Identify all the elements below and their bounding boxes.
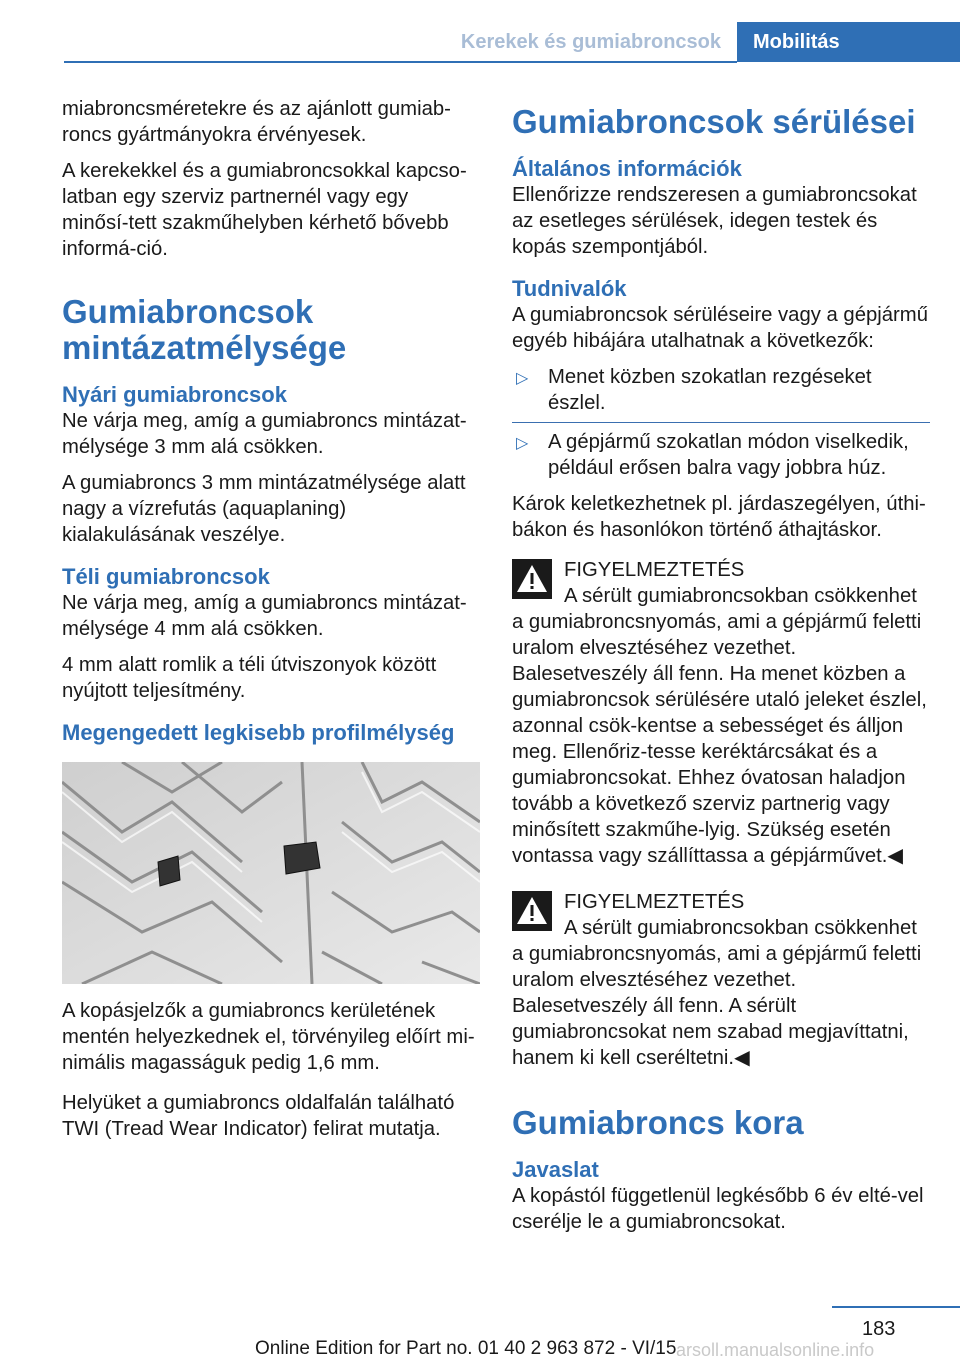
left-column (62, 96, 480, 1152)
tire-tread-image (62, 762, 480, 984)
warning-triangle-icon (512, 559, 552, 599)
recommendation-heading: Javaslat (512, 1157, 599, 1182)
winter-paragraph-2: 4 mm alatt romlik a téli útviszonyok között nyújtott teljesítmény. (62, 654, 437, 702)
header-section-title: Kerekek és gumiabroncsok (460, 30, 721, 53)
recommendation-paragraph: A kopástól függetlenül legkésőbb 6 év elté-vel cserélje le a gumiabroncsokat. (512, 1185, 924, 1233)
header-rule (64, 61, 737, 63)
page-header (0, 0, 960, 64)
list-item-text: Menet közben szokatlan rezgéseket észlel. (548, 366, 872, 414)
tire-tread-illustration (62, 762, 480, 984)
list-item (512, 364, 930, 416)
summer-paragraph-1: Ne várja meg, amíg a gumiabroncs mintázat-mélysége 3 mm alá csökken. (62, 410, 467, 458)
damage-paragraph: Károk keletkezhetnek pl. járdaszegélyen, úthi-bákon és hasonlókon történő áthajtáskor. (512, 493, 926, 541)
list-item (512, 422, 930, 481)
page-number: 183 (862, 1318, 896, 1340)
warning-body: a gumiabroncsnyomás, ami a gépjármű feletti uralom elvesztéséhez vezethet. Balesetveszély áll fenn. A sérült gumiabroncsokat nem szabad megjavíttatni, hanem ki kell cseréltetni.◀ (512, 943, 922, 1069)
warning-first-line: A sérült gumiabroncsokban csökkenhet (564, 585, 917, 607)
symptom-list (512, 364, 930, 481)
intro-paragraph-1: miabroncsméretekre és az ajánlott gumiab-roncs gyártmányokra érvényesek. (62, 98, 451, 146)
summer-paragraph-2: A gumiabroncs 3 mm mintázatmélysége alatt nagy a vízrefutás (aquaplaning) kialakulásának veszélye. (62, 472, 466, 546)
tire-damage-title: Gumiabroncsok sérülései (512, 103, 916, 140)
caption-paragraph-1: A kopásjelzők a gumiabroncs kerületének mentén helyezkednek el, törvényileg előírt mi-nimális magasságuk pedig 1,6 mm. (62, 1000, 475, 1074)
warning-triangle-icon (512, 891, 552, 931)
tread-depth-title: Gumiabroncsok mintázatmélysége (62, 293, 347, 366)
winter-tires-heading: Téli gumiabroncsok (62, 564, 270, 589)
warning-title: FIGYELMEZTETÉS (564, 559, 745, 581)
warning-box-1 (512, 557, 930, 869)
intro-paragraph-2: A kerekekkel és a gumiabroncsokkal kapcso-latban egy szerviz partnernél vagy egy minősí-tett szakműhelyben kérhető bővebb informá-ció. (62, 160, 467, 260)
general-info-heading: Általános információk (512, 156, 742, 181)
winter-paragraph-1: Ne várja meg, amíg a gumiabroncs mintázat-mélysége 4 mm alá csökken. (62, 592, 467, 640)
general-info-paragraph: Ellenőrizze rendszeresen a gumiabroncsokat az esetleges sérülések, idegen testek és kopás szempontjából. (512, 184, 917, 258)
triangle-bullet-icon: ▷ (516, 370, 529, 387)
notes-paragraph: A gumiabroncsok sérüléseire vagy a gépjármű egyéb hibájára utalhatnak a következők: (512, 304, 928, 352)
watermark: arsoll.manualsonline.info (676, 1340, 875, 1360)
summer-tires-heading: Nyári gumiabroncsok (62, 382, 287, 407)
caption-paragraph-2: Helyüket a gumiabroncs oldalfalán található TWI (Tread Wear Indicator) felirat mutatja. (62, 1092, 455, 1140)
footer-rule (832, 1306, 960, 1308)
right-column (512, 104, 930, 1245)
min-tread-heading: Megengedett legkisebb profilmélység (62, 720, 455, 745)
warning-body: a gumiabroncsnyomás, ami a gépjármű feletti uralom elvesztéséhez vezethet. Balesetveszély áll fenn. Ha menet közben a gumiabroncsok sérülésére utaló jeleket észlel, azonnal csök-kentse a sebességet és álljon meg. Ellenőriz-tesse keréktárcsákat és a gumiabroncsokat. Ehhez óvatosan haladjon tovább a következő szerviz partnerig vagy minősített szakműhe-lyig. Szükség esetén vontassa vagy szállíttassa a gépjárművet.◀ (512, 611, 927, 867)
notes-heading: Tudnivalók (512, 276, 627, 301)
list-item-text: A gépjármű szokatlan módon viselkedik, például erősen balra vagy jobbra húz. (548, 431, 909, 479)
header-chapter-tab: Mobilitás (737, 22, 960, 62)
edition-footer: Online Edition for Part no. 01 40 2 963 872 - VI/15 (255, 1338, 677, 1359)
warning-title: FIGYELMEZTETÉS (564, 891, 745, 913)
warning-first-line: A sérült gumiabroncsokban csökkenhet (564, 917, 917, 939)
tire-age-title: Gumiabroncs kora (512, 1104, 804, 1141)
triangle-bullet-icon: ▷ (516, 435, 529, 452)
warning-box-2 (512, 889, 930, 1071)
